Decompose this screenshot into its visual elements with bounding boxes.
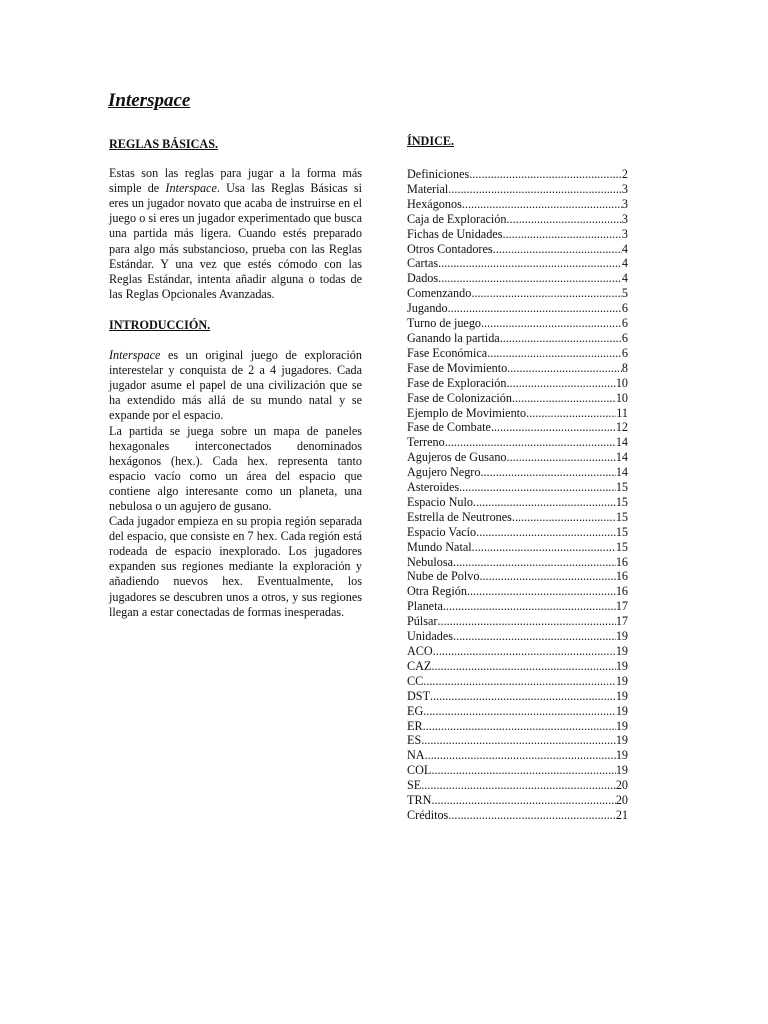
toc-leader-dots <box>507 450 616 465</box>
toc-entry-page: 15 <box>615 494 628 509</box>
toc-leader-dots <box>448 808 616 823</box>
toc-leader-dots <box>423 719 616 734</box>
toc-leader-dots <box>473 495 616 510</box>
toc-entry-label: Caja de Exploración <box>407 211 507 226</box>
document-title: Interspace <box>108 90 191 111</box>
toc-entry-page: 16 <box>615 584 628 599</box>
toc-entry-page: 19 <box>615 718 628 733</box>
toc-leader-dots <box>437 614 615 629</box>
toc-entry <box>407 644 628 659</box>
toc-leader-dots <box>453 629 616 644</box>
toc-leader-dots <box>481 316 622 331</box>
toc-entry-label: Fase de Movimiento <box>407 360 508 375</box>
toc-entry-label: Fase de Colonización <box>407 390 512 405</box>
intro-paragraph-3: Cada jugador empieza en su propia región separada del espacio, que consiste en 7 hex. Cada región está rodeada de espacio inexplorado. Los jugadores expanden sus regiones mediante la exploración y añadiendo nuevos hex. Eventualmente, los jugadores se descubren unos a otros, y sus regiones llegan a estar conectadas de formas inesperadas. <box>109 514 362 619</box>
toc-entry <box>407 197 628 212</box>
toc-entry-label: Mundo Natal <box>407 539 472 554</box>
toc-entry <box>407 182 628 197</box>
toc-entry-page: 16 <box>615 569 628 584</box>
toc-entry-label: Fichas de Unidades <box>407 226 503 241</box>
toc-leader-dots <box>438 271 622 286</box>
toc-entry-label: Definiciones <box>407 167 470 181</box>
toc-entry-label: Material <box>407 181 449 196</box>
toc-entry-page: 15 <box>615 524 628 539</box>
toc-entry <box>407 420 628 435</box>
toc-leader-dots <box>512 391 616 406</box>
toc-entry <box>407 525 628 540</box>
toc-entry <box>407 778 628 793</box>
index-heading: ÍNDICE. <box>407 134 455 148</box>
toc-entry-label: Comenzando <box>407 286 472 301</box>
toc-entry <box>407 167 628 182</box>
toc-leader-dots <box>423 674 616 689</box>
toc-leader-dots <box>469 167 622 182</box>
toc-entry-page: 4 <box>621 271 628 286</box>
toc-leader-dots <box>430 689 616 704</box>
intro-paragraph-2: La partida se juega sobre un mapa de paneles hexagonales interconectados denominados hexágonos (hex.). Cada hex. representa tanto espacio vacío como un área del espacio que contiene algo interesante como un planeta, una nebulosa o un agujero de gusano. <box>109 423 362 513</box>
toc-entry-label: Unidades <box>407 629 454 644</box>
toc-entry-page: 19 <box>615 703 628 718</box>
toc-entry-label: ACO <box>407 644 433 658</box>
toc-entry <box>407 346 628 361</box>
toc-entry <box>407 391 628 406</box>
toc-leader-dots <box>472 540 616 555</box>
toc-leader-dots <box>507 212 622 227</box>
toc-entry <box>407 629 628 644</box>
toc-entry <box>407 584 628 599</box>
toc-entry <box>407 406 628 421</box>
toc-entry-label: Agujero Negro <box>407 465 481 480</box>
toc-leader-dots <box>500 331 622 346</box>
toc-entry-label: Fase de Exploración <box>407 375 507 390</box>
toc-entry-page: 14 <box>615 435 628 450</box>
basic-rules-heading: REGLAS BÁSICAS. <box>109 137 219 151</box>
toc-entry-label: Hexágonos <box>407 196 462 211</box>
toc-entry-label: EG <box>407 703 424 718</box>
toc-leader-dots <box>459 480 616 495</box>
toc-leader-dots <box>445 435 616 450</box>
toc-entry-label: TRN <box>407 793 432 808</box>
toc-leader-dots <box>423 704 616 719</box>
toc-entry-label: Espacio Vacío <box>407 524 477 539</box>
toc-entry-label: Créditos <box>407 807 449 822</box>
toc-entry <box>407 793 628 808</box>
toc-entry <box>407 659 628 674</box>
toc-entry <box>407 242 628 257</box>
toc-entry <box>407 763 628 778</box>
toc-leader-dots <box>512 510 616 525</box>
toc-entry-label: Nebulosa <box>407 554 454 569</box>
toc-entry-label: NA <box>407 748 425 763</box>
toc-leader-dots <box>453 555 616 570</box>
toc-entry-page: 19 <box>615 644 628 658</box>
toc-leader-dots <box>507 361 622 376</box>
toc-leader-dots <box>479 569 615 584</box>
toc-entry <box>407 569 628 584</box>
toc-entry <box>407 719 628 734</box>
toc-entry-page: 15 <box>615 539 628 554</box>
toc-entry-page: 4 <box>621 256 628 271</box>
toc-entry-label: Púlsar <box>407 614 438 629</box>
toc-leader-dots <box>425 748 616 763</box>
toc-leader-dots <box>476 525 616 540</box>
toc-entry-label: ES <box>407 733 422 748</box>
toc-entry-label: Fase de Combate <box>407 420 491 435</box>
toc-entry-label: SE <box>407 778 422 793</box>
toc-entry <box>407 361 628 376</box>
toc-entry-label: Otros Contadores <box>407 241 493 256</box>
toc-entry-label: Cartas <box>407 256 439 271</box>
toc-entry-label: ER <box>407 718 423 733</box>
toc-leader-dots <box>502 227 621 242</box>
toc-entry <box>407 808 628 823</box>
toc-entry-page: 17 <box>615 599 628 614</box>
toc-entry-label: Otra Región <box>407 584 467 599</box>
toc-entry <box>407 555 628 570</box>
toc-entry-page: 10 <box>615 375 628 390</box>
toc-leader-dots <box>443 599 616 614</box>
toc-entry-label: Planeta <box>407 599 443 614</box>
toc-entry-label: Nube de Polvo <box>407 569 480 584</box>
toc-entry <box>407 480 628 495</box>
toc-leader-dots <box>462 197 622 212</box>
toc-entry-label: Dados <box>407 271 439 286</box>
toc-entry-label: Espacio Nulo <box>407 494 474 509</box>
toc-leader-dots <box>467 584 616 599</box>
introduction-heading: INTRODUCCIÓN. <box>109 317 211 332</box>
toc-entry-page: 2 <box>621 167 628 181</box>
toc-leader-dots <box>471 286 622 301</box>
toc-entry-page: 19 <box>615 673 628 688</box>
toc-entry-label: CAZ <box>407 658 432 673</box>
toc-leader-dots <box>448 182 622 197</box>
toc-entry-label: Estrella de Neutrones <box>407 509 512 524</box>
toc-entry-page: 3 <box>621 226 628 241</box>
toc-entry-page: 10 <box>615 390 628 405</box>
toc-entry <box>407 495 628 510</box>
toc-entry-label: Jugando <box>407 301 448 316</box>
toc-entry-page: 17 <box>615 614 628 629</box>
toc-leader-dots <box>438 256 622 271</box>
toc-entry <box>407 614 628 629</box>
toc-entry <box>407 316 628 331</box>
toc-entry <box>407 256 628 271</box>
toc-entry-label: Turno de juego <box>407 316 482 331</box>
toc-entry <box>407 599 628 614</box>
toc-entry-page: 3 <box>621 196 628 211</box>
table-of-contents <box>407 167 628 823</box>
toc-entry-page: 19 <box>615 748 628 763</box>
toc-entry-page: 6 <box>621 345 628 360</box>
toc-leader-dots <box>491 420 616 435</box>
toc-entry-page: 6 <box>621 301 628 316</box>
toc-entry <box>407 435 628 450</box>
toc-entry-page: 6 <box>621 316 628 331</box>
toc-entry <box>407 286 628 301</box>
toc-entry-label: DST <box>407 688 431 703</box>
toc-entry-page: 16 <box>615 554 628 569</box>
toc-entry-page: 20 <box>615 793 628 808</box>
toc-entry <box>407 212 628 227</box>
toc-entry-label: COL <box>407 763 432 778</box>
toc-entry-page: 19 <box>615 763 628 778</box>
toc-leader-dots <box>507 376 616 391</box>
toc-leader-dots <box>433 644 616 659</box>
toc-entry-page: 11 <box>616 405 628 420</box>
toc-leader-dots <box>493 242 622 257</box>
basic-rules-paragraph: Estas son las reglas para jugar a la forma más simple de Interspace. Usa las Reglas Básicas si eres un jugador novato que acaba de instruirse en el juego o si eres un jugador experimentado que busca una partida más ligera. Cuando estés preparado para algo más substancioso, prueba con las Reglas Estándar. Y una vez que estés cómodo con las Reglas Estándar, intenta añadir alguna o todas de las Reglas Opcionales Avanzadas. <box>109 166 362 301</box>
toc-entry-page: 6 <box>621 330 628 345</box>
toc-entry-page: 8 <box>621 360 628 375</box>
toc-entry-page: 4 <box>621 241 628 256</box>
toc-entry <box>407 704 628 719</box>
toc-entry-page: 21 <box>615 807 628 822</box>
toc-entry <box>407 510 628 525</box>
toc-entry-page: 20 <box>615 778 628 793</box>
toc-entry-page: 14 <box>615 450 628 465</box>
toc-entry-page: 19 <box>615 688 628 703</box>
toc-entry-page: 19 <box>615 658 628 673</box>
toc-entry-page: 15 <box>615 509 628 524</box>
toc-entry-page: 19 <box>615 733 628 748</box>
toc-entry-label: Fase Económica <box>407 345 488 360</box>
toc-leader-dots <box>431 659 615 674</box>
intro-paragraph-1: Interspace es un original juego de exploración interestelar y conquista de 2 a 4 jugadores. Cada jugador asume el papel de una civilización que se ha extendido más allá de su mundo natal y se expande por el espacio. <box>109 348 362 423</box>
toc-entry-page: 3 <box>621 211 628 226</box>
toc-leader-dots <box>421 733 616 748</box>
toc-entry <box>407 689 628 704</box>
toc-leader-dots <box>480 465 615 480</box>
toc-entry-page: 5 <box>621 286 628 301</box>
toc-leader-dots <box>431 793 615 808</box>
index-column <box>407 134 628 823</box>
toc-leader-dots <box>526 406 616 421</box>
toc-leader-dots <box>448 301 622 316</box>
toc-entry-page: 3 <box>621 181 628 196</box>
toc-entry <box>407 271 628 286</box>
toc-leader-dots <box>487 346 622 361</box>
toc-leader-dots <box>431 763 615 778</box>
toc-entry <box>407 227 628 242</box>
left-column <box>109 137 362 620</box>
toc-entry <box>407 301 628 316</box>
toc-leader-dots <box>421 778 616 793</box>
toc-entry <box>407 376 628 391</box>
toc-entry <box>407 733 628 748</box>
toc-entry-label: Terreno <box>407 435 445 450</box>
toc-entry <box>407 540 628 555</box>
toc-entry-label: Agujeros de Gusano <box>407 450 507 465</box>
toc-entry <box>407 450 628 465</box>
toc-entry <box>407 674 628 689</box>
toc-entry-label: Asteroides <box>407 480 460 495</box>
toc-entry <box>407 331 628 346</box>
toc-entry-label: CC <box>407 673 424 688</box>
toc-entry-label: Ganando la partida <box>407 330 500 345</box>
toc-entry-page: 15 <box>615 480 628 495</box>
toc-entry <box>407 465 628 480</box>
toc-entry <box>407 748 628 763</box>
toc-entry-page: 19 <box>615 629 628 644</box>
toc-entry-page: 12 <box>615 420 628 435</box>
toc-entry-label: Ejemplo de Movimiento <box>407 405 527 420</box>
toc-entry-page: 14 <box>615 465 628 480</box>
